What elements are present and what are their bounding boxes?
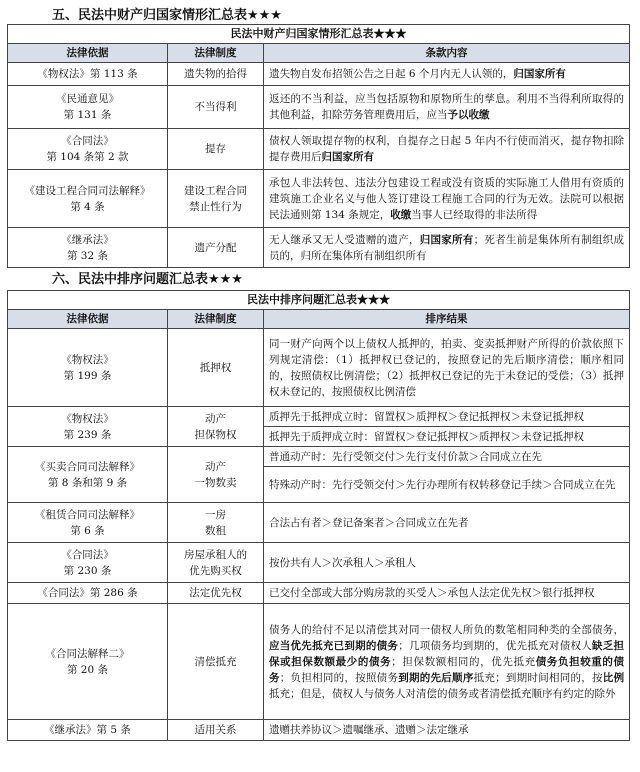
basis-cell <box>8 447 168 503</box>
system-cell <box>168 543 264 583</box>
system-cell <box>168 129 264 170</box>
table-row <box>8 63 630 86</box>
basis-cell <box>8 86 168 129</box>
cell-line: 一房 <box>205 508 226 521</box>
cell-text: 遗失物自发布招领公告之日起 6 个月内无人认领的， <box>269 68 514 80</box>
cell-line: 一物数卖 <box>194 476 237 489</box>
column-header: 法律依据 <box>8 44 168 63</box>
cell-line: 第 230 条 <box>63 564 112 577</box>
content-cell <box>264 129 630 170</box>
cell-line: 《建设工程合同司法解释》 <box>24 184 151 197</box>
cell-line: 清偿抵充 <box>194 655 237 668</box>
table-row <box>8 407 630 427</box>
cell-line: 第 4 条 <box>70 200 105 213</box>
cell-line: 第 104 条第 2 款 <box>46 151 129 163</box>
cell-line: 《继承法》 <box>61 233 114 246</box>
basis-cell <box>8 503 168 543</box>
cell-line: 动产 <box>205 460 226 473</box>
column-header: 法律制度 <box>168 310 264 329</box>
column-header: 排序结果 <box>264 310 630 329</box>
cell-text: 承包人非法转包、违法分包建设工程或没有资质的实际施工人借用有资质的建筑施工企业名义与他人签订建设工程施工合同的行为无效。法院可以根据民法通则第 134 条规定， <box>269 176 625 221</box>
content-cell <box>264 63 630 86</box>
bold-text: 到期的先后顺序 <box>398 671 474 684</box>
bold-text: 缺乏担保或担保数额最少的债务 <box>269 639 625 668</box>
column-header: 法律制度 <box>168 44 264 63</box>
basis-cell <box>8 329 168 407</box>
cell-line: 《物权法》第 113 条 <box>37 68 138 80</box>
cell-line: 建设工程合同 <box>184 184 247 197</box>
cell-line: 提存 <box>205 143 226 155</box>
cell-line: 遗产分配 <box>194 241 237 254</box>
table-row <box>8 86 630 129</box>
system-cell <box>168 63 264 86</box>
cell-line: 《物权法》 <box>61 353 114 366</box>
cell-line: 适用关系 <box>194 724 237 736</box>
section5-heading: 五、民法中财产归国家情形汇总表★★★ <box>52 8 282 23</box>
cell-line: 动产 <box>205 412 226 425</box>
bold-text: 归国家所有 <box>513 68 566 80</box>
bold-text: 予以收缴 <box>447 109 490 121</box>
cell-line: 《买卖合同司法解释》 <box>35 460 140 473</box>
cell-line: 《合同法》第 286 条 <box>37 587 138 599</box>
cell-text: ；担保数额相同的，优先抵充 <box>391 655 536 668</box>
cell-text: 无人继承又无人受遗赠的遗产， <box>269 233 420 246</box>
table-caption: 民法中排序问题汇总表★★★ <box>8 291 630 310</box>
cell-text: 按份共有人＞次承租人＞承租人 <box>269 556 416 569</box>
bold-text: 债务负担较重的债务 <box>269 655 625 684</box>
system-cell <box>168 170 264 228</box>
cell-line: 《物权法》 <box>61 412 114 425</box>
system-cell <box>168 503 264 543</box>
basis-cell <box>8 604 168 720</box>
cell-text: ；负担相同的，按照债务 <box>279 671 399 684</box>
system-cell <box>168 329 264 407</box>
bold-text: 收缴 <box>390 208 412 221</box>
bold-text: 比例 <box>602 671 625 684</box>
table-row <box>8 503 630 543</box>
basis-cell <box>8 543 168 583</box>
cell-line: 第 6 条 <box>70 524 105 537</box>
basis-cell <box>8 228 168 268</box>
cell-text: 合法占有者＞登记备案者＞合同成立在先者 <box>269 516 469 529</box>
basis-cell <box>8 63 168 86</box>
system-cell <box>168 228 264 268</box>
cell-line: 第 32 条 <box>66 249 109 262</box>
basis-cell <box>8 170 168 228</box>
content-cell <box>264 720 630 741</box>
table-row <box>8 447 630 467</box>
content-cell <box>264 407 630 427</box>
column-header: 法律依据 <box>8 310 168 329</box>
cell-text: ；死者生前是集体所有制组织成员的，归所在集体所有制组织所有 <box>269 233 625 262</box>
cell-text: 返还的不当利益，应当包括原物和原物所生的孳息。利用不当得利所取得的其他利益，扣除劳务管理费用后，应当 <box>269 93 625 121</box>
cell-line: 禁止性行为 <box>189 200 242 213</box>
basis-cell <box>8 583 168 604</box>
content-cell <box>264 86 630 129</box>
cell-text: 抵充；到期时间相同的，按 <box>473 671 603 684</box>
cell-line: 遗失物的拾得 <box>184 68 247 80</box>
system-cell <box>168 720 264 741</box>
system-cell <box>168 447 264 503</box>
table-row <box>8 228 630 268</box>
cell-text: 质押先于抵押成立时：留置权＞质押权＞登记抵押权＞未登记抵押权 <box>269 410 584 423</box>
cell-line: 《合同法》 <box>61 135 114 147</box>
content-cell <box>264 503 630 543</box>
cell-line: 第 131 条 <box>63 109 112 121</box>
content-cell <box>264 467 630 503</box>
content-cell <box>264 583 630 604</box>
cell-text: 债务人的给付不足以清偿其对同一债权人所负的数笔相同种类的全部债务， <box>269 623 625 636</box>
bold-text: 归国家所有 <box>419 233 474 246</box>
system-cell <box>168 86 264 129</box>
cell-text: 抵押先于质押成立时：留置权＞登记抵押权＞质押权＞未登记抵押权 <box>269 430 584 443</box>
cell-text: 普通动产时：先行受领交付＞先行支付价款＞合同成立在先 <box>269 450 542 463</box>
cell-line: 第 8 条和第 9 条 <box>47 476 128 489</box>
system-cell <box>168 604 264 720</box>
cell-line: 第 20 条 <box>66 663 109 676</box>
cell-text: 特殊动产时：先行受领交付＞先行办理所有权转移登记手续＞合同成立在先 <box>269 478 616 491</box>
content-cell <box>264 170 630 228</box>
table-row <box>8 583 630 604</box>
table-row <box>8 329 630 407</box>
content-cell <box>264 228 630 268</box>
system-cell <box>168 583 264 604</box>
table-caption: 民法中财产归国家情形汇总表★★★ <box>8 25 630 44</box>
cell-text: 同一财产向两个以上债权人抵押的，拍卖、变卖抵押财产所得的价款依照下列规定清偿：（1）抵押权已登记的，按照登记的先后顺序清偿；顺序相同的，按照债权比例清偿；（2）抵押权已登记的先于未登记的受偿；（3）抵押权未登记的，按照债权比例清偿 <box>269 337 625 398</box>
cell-text: 遗赠扶养协议＞遗嘱继承、遗赠＞法定继承 <box>269 724 469 736</box>
cell-line: 第 199 条 <box>63 369 112 382</box>
property-to-state-table <box>7 24 630 268</box>
cell-line: 《继承法》第 5 条 <box>44 724 131 736</box>
table-row <box>8 170 630 228</box>
cell-line: 《合同法解释二》 <box>45 647 130 660</box>
cell-line: 数租 <box>205 524 226 537</box>
cell-text: 抵充；但是，债权人与债务人对清偿的债务或者清偿抵充顺序有约定的除外 <box>269 687 616 700</box>
content-cell <box>264 543 630 583</box>
cell-line: 房屋承租人的 <box>184 548 247 561</box>
table-row <box>8 543 630 583</box>
cell-line: 第 239 条 <box>63 428 112 441</box>
cell-text: ；几项债务均到期的，优先抵充对债权人 <box>398 639 592 652</box>
table-row <box>8 129 630 170</box>
basis-cell <box>8 407 168 447</box>
content-cell <box>264 329 630 407</box>
table-row <box>8 720 630 741</box>
bold-text: 归国家所有 <box>321 151 374 163</box>
basis-cell <box>8 129 168 170</box>
cell-line: 《合同法》 <box>61 548 114 561</box>
column-header: 条款内容 <box>264 44 630 63</box>
bold-text: 应当优先抵充已到期的债务 <box>269 639 399 652</box>
cell-line: 《租赁合同司法解释》 <box>35 508 140 521</box>
cell-line: 担保物权 <box>194 428 237 441</box>
cell-line: 优先购买权 <box>189 564 242 577</box>
cell-text: 债权人领取提存物的权利，自提存之日起 5 年内不行使而消灭，提存物扣除提存费用后 <box>269 135 625 163</box>
cell-text: 已交付全部或大部分购房款的买受人＞承包人法定优先权＞银行抵押权 <box>269 587 595 599</box>
priority-order-table <box>7 290 630 741</box>
content-cell <box>264 604 630 720</box>
table-row <box>8 604 630 720</box>
cell-line: 抵押权 <box>199 361 232 374</box>
section6-heading: 六、民法中排序问题汇总表★★★ <box>52 272 243 287</box>
content-cell <box>264 447 630 467</box>
cell-line: 法定优先权 <box>189 587 242 599</box>
cell-text: 当事人已经取得的非法所得 <box>411 208 538 221</box>
cell-line: 不当得利 <box>194 101 237 113</box>
basis-cell <box>8 720 168 741</box>
content-cell <box>264 427 630 447</box>
cell-line: 《民通意见》 <box>56 93 119 105</box>
system-cell <box>168 407 264 447</box>
